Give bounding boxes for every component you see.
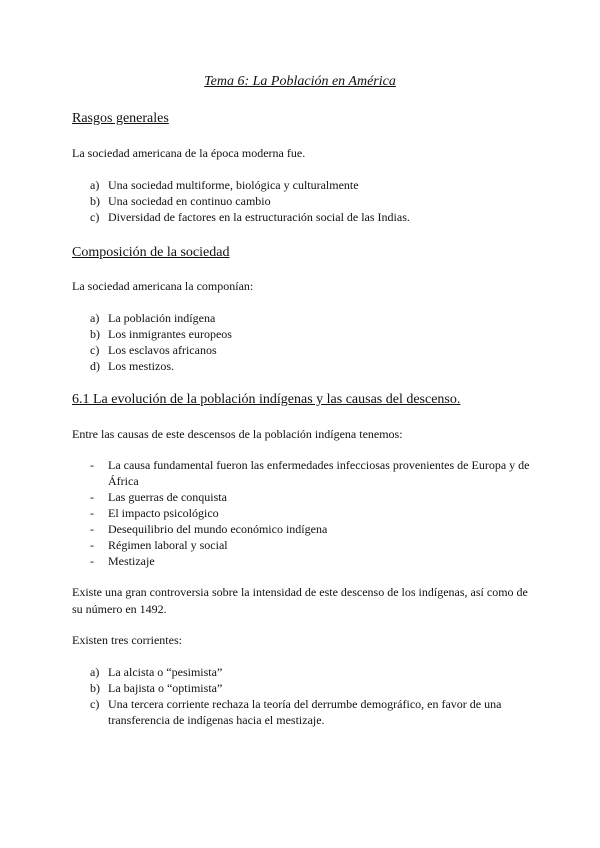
currents-list	[0, 664, 538, 728]
list-marker: a)	[90, 665, 100, 679]
controversy-paragraph: Existe una gran controversia sobre la intensidad de este descenso de los indígenas, así como de su número en 1492.	[72, 585, 528, 616]
list-marker: a)	[90, 178, 100, 192]
list-item	[0, 310, 538, 326]
list-item-text: Régimen laboral y social	[108, 538, 228, 552]
list-item	[0, 537, 538, 553]
list-marker: -	[90, 538, 94, 552]
section-heading-composicion: Composición de la sociedad	[72, 245, 230, 260]
list-item	[0, 489, 538, 505]
list-marker: d)	[90, 359, 100, 373]
list-item	[0, 457, 538, 489]
list-marker: c)	[90, 343, 100, 357]
list-marker: -	[90, 554, 94, 568]
list-marker: -	[90, 458, 94, 472]
list-item-text: Los esclavos africanos	[108, 343, 217, 357]
page-title: Tema 6: La Población en América	[204, 74, 396, 89]
list-item-text: La bajista o “optimista”	[108, 681, 223, 695]
list-marker: c)	[90, 697, 100, 711]
list-item	[0, 209, 538, 225]
list-item	[0, 326, 538, 342]
section1-list	[0, 177, 538, 225]
list-marker: b)	[90, 327, 100, 341]
list-item	[0, 553, 538, 569]
list-marker: b)	[90, 681, 100, 695]
list-item-text: Mestizaje	[108, 554, 155, 568]
list-marker: b)	[90, 194, 100, 208]
list-item	[0, 696, 538, 728]
list-marker: -	[90, 490, 94, 504]
list-item-text: El impacto psicológico	[108, 506, 219, 520]
list-item	[0, 342, 538, 358]
list-item-text: Las guerras de conquista	[108, 490, 227, 504]
list-item-text: Una tercera corriente rechaza la teoría del derrumbe demográfico, en favor de una transferencia de indígenas hacia el mestizaje.	[108, 697, 502, 727]
list-item	[0, 358, 538, 374]
list-item	[0, 177, 538, 193]
list-item	[0, 505, 538, 521]
section-heading-rasgos: Rasgos generales	[72, 111, 169, 126]
section-heading-evolucion: 6.1 La evolución de la población indígenas y las causas del descenso.	[72, 392, 461, 407]
list-item-text: La causa fundamental fueron las enfermedades infecciosas provenientes de Europa y de África	[108, 458, 530, 488]
list-item-text: Los mestizos.	[108, 359, 174, 373]
list-marker: c)	[90, 210, 100, 224]
list-item-text: La alcista o “pesimista”	[108, 665, 223, 679]
section2-list	[0, 310, 538, 374]
list-marker: -	[90, 522, 94, 536]
section3-causes-list	[0, 457, 538, 569]
list-item-text: Los inmigrantes europeos	[108, 327, 232, 341]
list-item	[0, 664, 538, 680]
list-item	[0, 680, 538, 696]
list-item-text: Desequilibrio del mundo económico indígena	[108, 522, 328, 536]
list-item-text: La población indígena	[108, 311, 216, 325]
list-marker: a)	[90, 311, 100, 325]
list-item-text: Una sociedad en continuo cambio	[108, 194, 271, 208]
list-item	[0, 193, 538, 209]
list-item-text: Diversidad de factores en la estructuración social de las Indias.	[108, 210, 410, 224]
section2-intro: La sociedad americana la componían:	[72, 279, 254, 293]
currents-intro: Existen tres corrientes:	[72, 633, 182, 647]
list-item-text: Una sociedad multiforme, biológica y culturalmente	[108, 178, 359, 192]
section1-intro: La sociedad americana de la época moderna fue.	[72, 146, 306, 160]
list-item	[0, 521, 538, 537]
section3-intro: Entre las causas de este descensos de la población indígena tenemos:	[72, 427, 403, 441]
list-marker: -	[90, 506, 94, 520]
